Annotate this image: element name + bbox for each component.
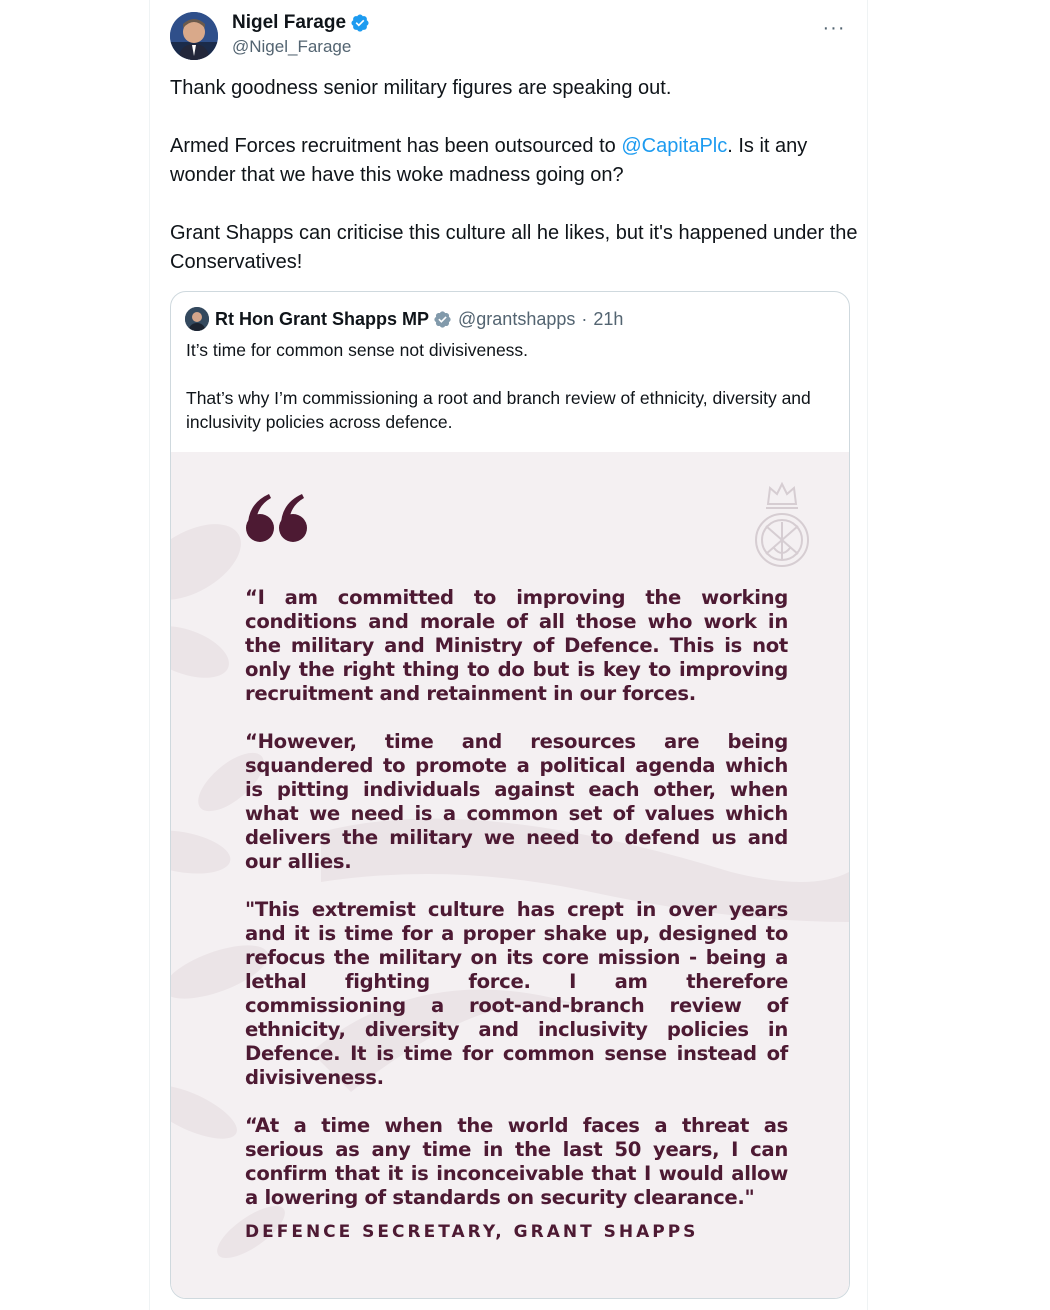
statement-paragraph: "This extremist culture has crept in over years and it is time for a proper shake up, designed to refocus the military on its core mission - being a lethal fighting force. I am therefore commissioning a root-and-branch review of ethnicity, diversity and inclusivity policies in Defence. It is time for common sense instead of divisiveness. xyxy=(245,898,788,1089)
quoted-author-handle[interactable]: @grantshapps xyxy=(458,308,576,329)
tweet-paragraph: Grant Shapps can criticise this culture all he likes, but it's happened under the Conservatives! xyxy=(170,222,858,273)
statement-image[interactable] xyxy=(171,452,849,1298)
author-name-row xyxy=(232,12,370,34)
verified-badge-icon xyxy=(350,13,370,33)
quoted-tweet-text xyxy=(186,338,836,434)
statement-paragraph: “I am committed to improving the working conditions and morale of all those who work in the military and Ministry of Defence. This is not only the right thing to do but is key to improving recruitment and retainment in our forces. xyxy=(245,586,788,705)
statement-paragraph: “However, time and resources are being squandered to promote a political agenda which is pitting individuals against each other, when what we need is a common set of values which delivers the military we need to defend us and our allies. xyxy=(245,730,788,873)
statement-text xyxy=(245,586,788,1234)
author-avatar[interactable] xyxy=(170,12,218,60)
statement-paragraph: “At a time when the world faces a threat as serious as any time in the last 50 years, I can confirm that it is inconceivable that I would allow a lowering of standards on security clearance." xyxy=(245,1114,788,1209)
tweet-paragraph xyxy=(170,132,860,190)
separator-dot: · xyxy=(581,308,588,329)
mention-link[interactable]: @CapitaPlc xyxy=(621,135,728,157)
tweet-text-segment: . Is it any wonder that we have this woke madness going on? xyxy=(170,135,808,186)
author-handle[interactable]: @Nigel_Farage xyxy=(232,37,352,56)
quoted-author-avatar[interactable] xyxy=(185,307,209,331)
statement-signature: DEFENCE SECRETARY, GRANT SHAPPS xyxy=(245,1222,699,1242)
quoted-tweet-card[interactable] xyxy=(170,291,850,1299)
tweet-paragraph: Thank goodness senior military figures are speaking out. xyxy=(170,77,672,99)
quoted-tweet-header xyxy=(185,306,623,332)
tweet-column xyxy=(149,0,868,1310)
quotation-mark-icon xyxy=(245,492,309,544)
tweet-text xyxy=(170,74,860,277)
author-name[interactable]: Nigel Farage xyxy=(232,12,347,33)
tweet-header xyxy=(170,12,850,62)
mod-crest-icon xyxy=(750,478,814,570)
verified-badge-icon xyxy=(433,310,452,329)
quoted-paragraph: It’s time for common sense not divisiveness. xyxy=(186,340,529,360)
more-horizontal-icon: ··· xyxy=(822,17,846,39)
tweet-text-segment: Armed Forces recruitment has been outsourced to xyxy=(170,135,622,157)
quoted-paragraph: That’s why I’m commissioning a root and branch review of ethnicity, diversity and inclusivity policies across defence. xyxy=(186,388,811,432)
quoted-timestamp[interactable]: 21h xyxy=(593,308,624,329)
more-options-button[interactable] xyxy=(818,14,850,42)
quoted-author-name[interactable]: Rt Hon Grant Shapps MP xyxy=(215,308,430,329)
